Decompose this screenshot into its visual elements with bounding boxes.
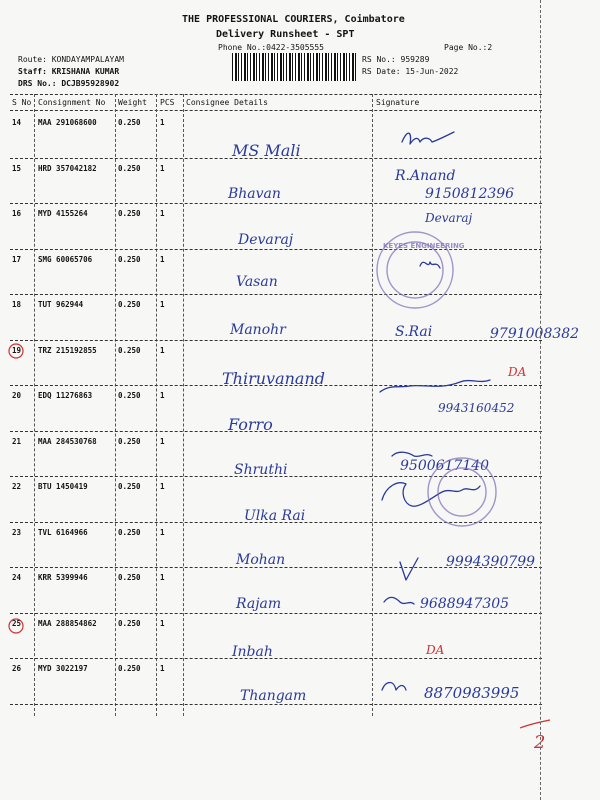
red-stroke: [520, 720, 550, 728]
row-serial-number: 18: [12, 300, 22, 309]
page-edge: [540, 0, 541, 800]
row-serial-number: 22: [12, 482, 22, 491]
signature-handwriting: R.Anand: [395, 168, 456, 184]
row-consignment-number: KRR 5399946: [38, 573, 88, 582]
row-weight: 0.250: [118, 209, 141, 218]
row-weight: 0.250: [118, 528, 141, 537]
signature-scribble: [380, 380, 490, 392]
signature-scribble: [420, 262, 440, 268]
row-pcs: 1: [160, 346, 165, 355]
consignee-handwriting: Inbah: [232, 644, 273, 660]
row-consignment-number: EDQ 11276863: [38, 391, 93, 400]
row-consignment-number: TRZ 215192855: [38, 346, 97, 355]
drs-number: DRS No.: DCJB95928902: [18, 79, 120, 88]
row-serial-number: 23: [12, 528, 22, 537]
consignee-handwriting: Devaraj: [238, 232, 294, 248]
row-weight: 0.250: [118, 164, 141, 173]
col-consignee: Consignee Details: [186, 98, 268, 107]
consignee-handwriting: Shruthi: [234, 462, 288, 478]
phone-handwriting: 8870983995: [424, 684, 520, 702]
rs-number: RS No.: 959289: [362, 55, 430, 64]
signature-scribble: [382, 483, 480, 506]
row-weight: 0.250: [118, 346, 141, 355]
signature-handwriting: S.Rai: [395, 324, 433, 340]
da-annotation: DA: [426, 643, 445, 657]
row-pcs: 1: [160, 619, 165, 628]
row-consignment-number: MAA 288854862: [38, 619, 97, 628]
consignee-handwriting: Ulka Rai: [244, 508, 306, 524]
consignee-handwriting: Thangam: [240, 688, 307, 704]
row-pcs: 1: [160, 482, 165, 491]
da-annotation: DA: [508, 365, 527, 379]
phone-handwriting: 9994390799: [446, 554, 536, 570]
row-serial-number: 26: [12, 664, 22, 673]
signature-handwriting: Devaraj: [425, 211, 473, 225]
phone-handwriting: 9150812396: [425, 186, 515, 202]
row-weight: 0.250: [118, 391, 141, 400]
row-pcs: 1: [160, 209, 165, 218]
row-consignment-number: MYD 3022197: [38, 664, 88, 673]
signature-scribble: [402, 132, 454, 144]
consignee-handwriting: Mohan: [236, 552, 286, 568]
row-pcs: 1: [160, 664, 165, 673]
row-weight: 0.250: [118, 118, 141, 127]
company-seal: [428, 458, 496, 526]
row-consignment-number: MAA 291068600: [38, 118, 97, 127]
row-serial-number: 14: [12, 118, 22, 127]
phone-number: Phone No.:0422-3505555: [218, 43, 324, 52]
row-pcs: 1: [160, 573, 165, 582]
row-weight: 0.250: [118, 437, 141, 446]
row-weight: 0.250: [118, 573, 141, 582]
row-serial-number: 17: [12, 255, 22, 264]
row-serial-number: 24: [12, 573, 22, 582]
company-seal: [377, 232, 465, 308]
col-weight: Weight: [118, 98, 147, 107]
signature-scribble: [392, 452, 432, 456]
row-consignment-number: TVL 6164966: [38, 528, 88, 537]
checkmark-stroke: [400, 558, 418, 580]
consignee-handwriting: Forro: [228, 415, 273, 434]
consignee-handwriting: Thiruvanand: [222, 369, 326, 388]
row-weight: 0.250: [118, 664, 141, 673]
row-pcs: 1: [160, 391, 165, 400]
row-pcs: 1: [160, 118, 165, 127]
row-serial-number: 16: [12, 209, 22, 218]
row-serial-number: 20: [12, 391, 22, 400]
row-weight: 0.250: [118, 482, 141, 491]
col-pcs: PCS: [160, 98, 175, 107]
consignee-handwriting: Vasan: [236, 274, 278, 290]
rs-date: RS Date: 15-Jun-2022: [362, 67, 459, 76]
row-pcs: 1: [160, 300, 165, 309]
row-serial-number: 19: [12, 346, 22, 355]
document-title: Delivery Runsheet - SPT: [216, 29, 355, 40]
row-circle-mark: [9, 344, 23, 358]
signature-scribble: [382, 683, 406, 691]
row-consignment-number: SMG 60065706: [38, 255, 93, 264]
row-serial-number: 25: [12, 619, 22, 628]
row-consignment-number: HRD 357042182: [38, 164, 97, 173]
phone-handwriting: 9791008382: [490, 326, 580, 342]
col-sno: S No: [12, 98, 32, 107]
row-weight: 0.250: [118, 255, 141, 264]
row-weight: 0.250: [118, 619, 141, 628]
phone-handwriting: 9943160452: [438, 401, 515, 415]
page-mark: 2: [534, 732, 546, 753]
staff-label: Staff: KRISHANA KUMAR: [18, 67, 120, 76]
page-number: Page No.:2: [444, 43, 493, 52]
phone-handwriting: 9688947305: [420, 596, 510, 612]
signature-scribble: [384, 597, 414, 604]
consignee-handwriting: MS Mali: [232, 141, 301, 160]
company-name: THE PROFESSIONAL COURIERS, Coimbatore: [182, 14, 405, 25]
phone-handwriting: 9500617140: [400, 458, 490, 474]
col-signature: Signature: [376, 98, 420, 107]
row-serial-number: 15: [12, 164, 22, 173]
row-pcs: 1: [160, 528, 165, 537]
row-circle-mark: [9, 619, 23, 633]
row-pcs: 1: [160, 255, 165, 264]
row-pcs: 1: [160, 437, 165, 446]
svg-text:KEYES ENGINEERING: KEYES ENGINEERING: [383, 242, 465, 250]
row-consignment-number: MAA 284530768: [38, 437, 97, 446]
route-label: Route: KONDAYAMPALAYAM: [18, 55, 124, 64]
row-consignment-number: TUT 962944: [38, 300, 84, 309]
consignee-handwriting: Bhavan: [228, 186, 281, 202]
row-pcs: 1: [160, 164, 165, 173]
row-consignment-number: BTU 1450419: [38, 482, 88, 491]
consignee-handwriting: Rajam: [236, 596, 282, 612]
row-consignment-number: MYD 4155264: [38, 209, 88, 218]
col-consignment: Consignment No: [38, 98, 106, 107]
row-serial-number: 21: [12, 437, 22, 446]
row-weight: 0.250: [118, 300, 141, 309]
consignee-handwriting: Manohr: [230, 322, 286, 338]
